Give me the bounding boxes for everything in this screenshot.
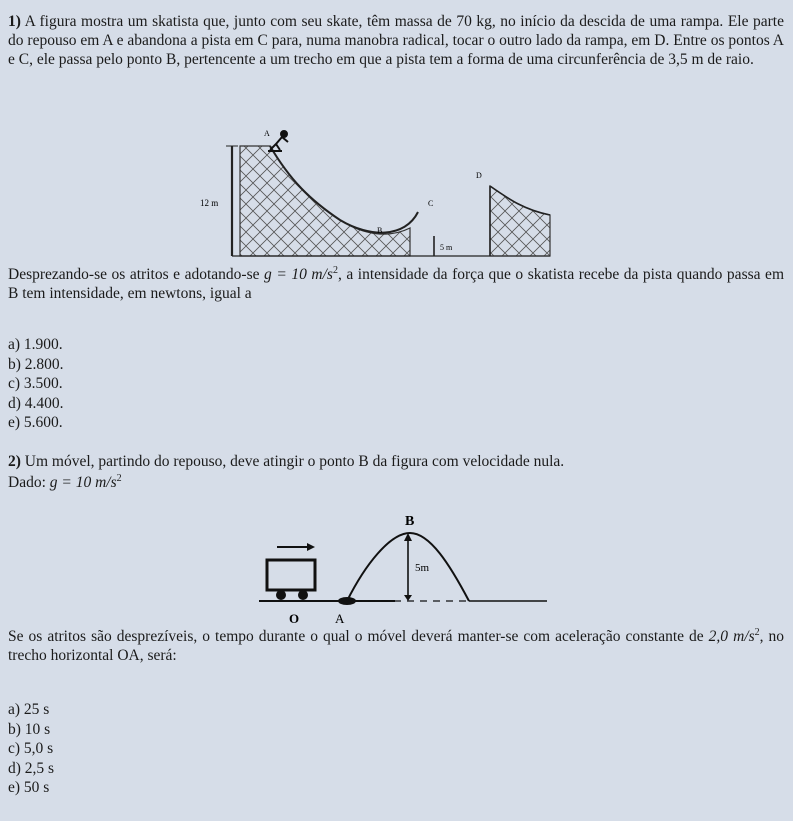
- q1-option-d[interactable]: d) 4.400.: [8, 394, 64, 412]
- label-a-point: A: [335, 611, 345, 625]
- q1-skate-ramp-figure: [190, 120, 560, 260]
- q1-options: [8, 335, 64, 433]
- q1-number: 1): [8, 13, 21, 30]
- q1-question: Desprezando-se os atritos e adotando-se g = 10 $m/s^2$, a intensidade da força que o skatista recebe da pista quando passa em B tem intensidade, em newtons, igual a: [8, 264, 784, 302]
- q2-statement: 2) Um móvel, partindo do repouso, deve atingir o ponto B da figura com velocidade nula.: [8, 453, 565, 470]
- q1-statement: [8, 12, 784, 69]
- right-ramp: [490, 186, 550, 256]
- label-5m: 5 m: [440, 243, 453, 252]
- q2-option-c[interactable]: c) 5,0 s: [8, 740, 54, 757]
- skater-icon: [268, 131, 288, 151]
- q1-option-c[interactable]: c) 3.500.: [8, 375, 63, 392]
- label-c: C: [428, 199, 434, 208]
- q2-number: 2): [8, 453, 21, 470]
- cart: [267, 560, 315, 590]
- label-a: A: [264, 129, 270, 138]
- q1-option-a[interactable]: a) 1.900.: [8, 336, 63, 353]
- q1-option-b[interactable]: b) 2.800.: [8, 355, 64, 373]
- label-b-top: B: [405, 514, 415, 529]
- q2-dado: Dado: g = 10 $m/s^2$: [8, 472, 122, 491]
- label-b: B: [377, 226, 383, 235]
- label-d: D: [476, 171, 482, 180]
- q1-gravity: g = 10 m/s: [264, 266, 333, 283]
- label-12m: 12 m: [200, 198, 219, 208]
- q2-option-e[interactable]: e) 50 s: [8, 779, 50, 796]
- q2-acceleration: 2,0 m/s: [708, 628, 755, 645]
- label-o: O: [289, 611, 300, 625]
- q2-option-a[interactable]: a) 25 s: [8, 701, 50, 718]
- q2-cart-hill-figure: [255, 505, 555, 625]
- q1-option-e[interactable]: e) 5.600.: [8, 414, 63, 431]
- label-5m-hill: 5m: [415, 562, 430, 574]
- q2-options: [8, 700, 54, 798]
- left-ramp: [240, 146, 410, 256]
- q1-statement-text: A figura mostra um skatista que, junto com seu skate, têm massa de 70 kg, no início da descida de uma rampa. Ele parte do repouso em A e abandona a pista em C para, numa manobra radical, tocar o outro lado da rampa, em D. Entre os pontos A e C, ele passa pelo ponto B, pertencente a um trecho em que a pista tem a forma de uma circunferência de 3,5 m de raio.: [8, 13, 784, 68]
- q2-question: Se os atritos são desprezíveis, o tempo durante o qual o móvel deverá manter-se com aceleração constante de 2,0 $m/s^2$, no trecho horizontal OA, será:: [8, 626, 784, 664]
- q2-option-b[interactable]: b) 10 s: [8, 720, 51, 738]
- q2-option-d[interactable]: d) 2,5 s: [8, 759, 55, 777]
